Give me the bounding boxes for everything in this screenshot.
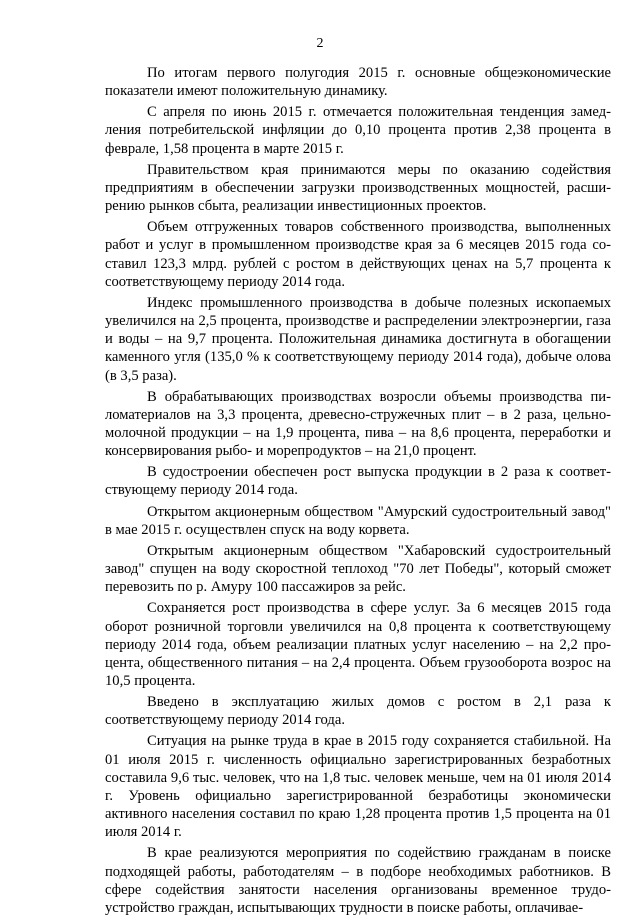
paragraph: Ситуация на рынке труда в крае в 2015 году сохраняется стабильной. На 01 июля 2015 г. численность официально зарегистрированных безработных составила 9,6 тыс. человек, что на 1,8 тыс. человек меньше, чем на 01 июля 2014 г. Уровень официально зарегистрированной безработицы экономически активного населения составил по краю 1,28 процента против 1,5 процента на 01 июля 2014 г.: [105, 733, 611, 841]
paragraph: Индекс промышленного производства в добыче полезных ископаемых увеличился на 2,5 процента, производстве и распределении электроэнергии, газа и воды – на 9,7 процента. Положительная динамика достигнута в обогащении каменного угля (135,0 % к соответствующему периоду 2014 года), добыче олова (в 3,5 раза).: [105, 294, 611, 384]
paragraph: С апреля по июнь 2015 г. отмечается положительная тенденция замедления потребительской инфляции до 0,10 процента против 2,38 процента в феврале, 1,58 процента в марте 2015 г.: [105, 104, 611, 157]
paragraph: В крае реализуются мероприятия по содействию гражданам в поиске подходящей работы, работодателям – в подборе необходимых работников. В сфере содействия занятости населения организованы временное трудоустройство граждан, испытывающих трудности в поиске работы, оплачивае-: [105, 845, 611, 916]
paragraph: Введено в эксплуатацию жилых домов с ростом в 2,1 раза к соответствующему периоду 2014 года.: [105, 694, 611, 729]
paragraph: Открытом акционерным обществом "Амурский судостроительный завод" в мае 2015 г. осуществлен спуск на воду корвета.: [105, 503, 611, 538]
paragraph: В судостроении обеспечен рост выпуска продукции в 2 раза к соответствующему периоду 2014 года.: [105, 464, 611, 499]
paragraph: Сохраняется рост производства в сфере услуг. За 6 месяцев 2015 года оборот розничной торговли увеличился на 0,8 процента к соответствующему периоду 2014 года, объем реализации платных услуг населению – на 2,2 процента, общественного питания – на 2,4 процента. Объем грузооборота возрос на 10,5 процента.: [105, 600, 611, 689]
paragraph: По итогам первого полугодия 2015 г. основные общеэкономические показатели имеют положительную динамику.: [105, 65, 611, 100]
paragraph: Открытым акционерным обществом "Хабаровский судостроительный завод" спущен на воду скоростной теплоход "70 лет Победы", который сможет перевозить по р. Амуру 100 пассажиров за рейс.: [105, 542, 611, 596]
page-number: 2: [316, 36, 324, 51]
paragraph: Объем отгруженных товаров собственного производства, выполненных работ и услуг в промышленном производстве края за 6 месяцев 2015 года составил 123,3 млрд. рублей с ростом в действующих ценах на 5,7 процента к соответствующему периоду 2014 года.: [105, 219, 611, 290]
paragraph: Правительством края принимаются меры по оказанию содействия предприятиям в обеспечении загрузки производственных мощностей, расширению рынков сбыта, реализации инвестиционных проектов.: [105, 161, 611, 215]
document-body: [105, 64, 611, 917]
paragraph: В обрабатывающих производствах возросли объемы производства пиломатериалов на 3,3 процента, древесно-стружечных плит – в 2 раза, цельномолочной продукции – на 1,9 процента, пива – на 8,6 процента, переработки и консервирования рыбо- и морепродуктов – на 21,0 процент.: [105, 388, 611, 460]
